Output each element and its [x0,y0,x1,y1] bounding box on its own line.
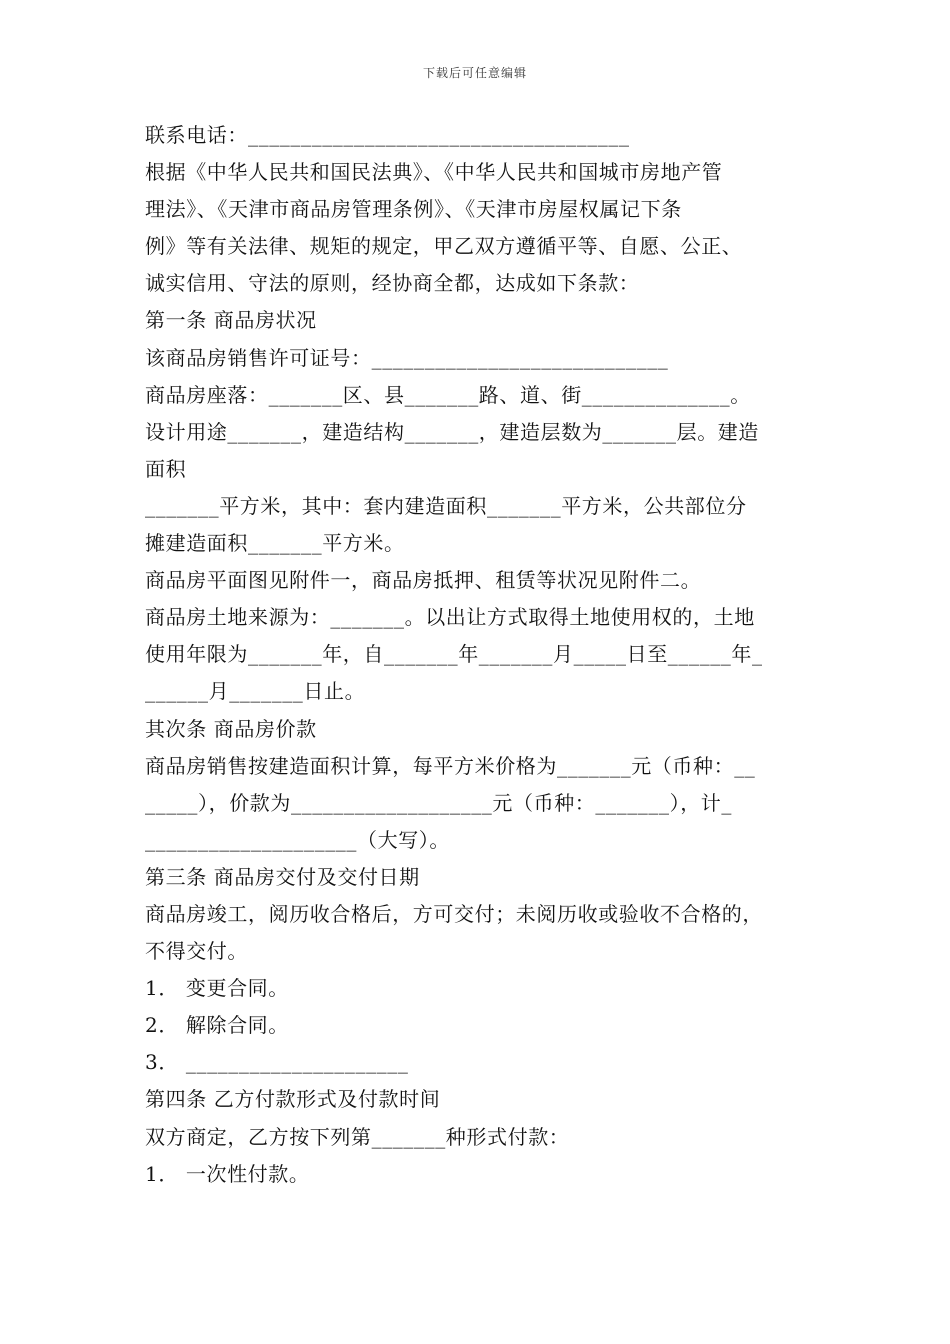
contact-phone-line: 联系电话：____________________________________ [145,123,630,147]
article-4-heading: 第四条 乙方付款形式及付款时间 [145,1087,441,1112]
price-line: ____________________（大写）。 [145,827,450,852]
permit-number-line: 该商品房销售许可证号：____________________________ [145,345,669,370]
download-note-header: 下载后可任意编辑 [422,66,527,80]
property-location-line: 商品房座落：_______区、县_______路、道、街______________。 [145,382,751,407]
preamble-line: 例》等有关法律、规矩的规定，甲乙双方遵循平等、自愿、公正、 [145,234,743,259]
land-term-line: 使用年限为_______年，自_______年_______月_____日至______年_ [145,642,763,667]
list-item: 1． 变更合同。 [145,976,289,1001]
property-design-line: 面积 [145,456,187,481]
property-area-line: _______平方米，其中：套内建造面积_______平方米，公共部位分 [145,493,747,518]
list-item: 3． _____________________ [145,1050,409,1075]
price-line: 商品房销售按建造面积计算，每平方米价格为_______元（币种：__ [145,753,756,778]
land-source-line: 商品房土地来源为：_______。以出让方式取得土地使用权的，土地 [145,605,755,630]
list-item: 2． 解除合同。 [145,1013,289,1038]
article-3-heading: 第三条 商品房交付及交付日期 [145,864,420,889]
delivery-condition-line: 不得交付。 [145,939,248,964]
property-design-line: 设计用途_______，建造结构_______，建造层数为_______层。建造 [145,419,759,444]
list-item: 1． 一次性付款。 [145,1161,310,1186]
attachments-line: 商品房平面图见附件一，商品房抵押、租赁等状况见附件二。 [145,568,702,593]
property-area-line: 摊建造面积_______平方米。 [145,531,405,556]
contract-body [145,117,815,1193]
article-1-heading: 第一条 商品房状况 [145,308,317,333]
delivery-condition-line: 商品房竣工，阅历收合格后，方可交付；未阅历收或验收不合格的， [145,901,763,926]
article-2-heading: 其次条 商品房价款 [145,716,317,741]
price-line: _____），价款为___________________元（币种：_______），计_ [145,790,732,815]
preamble-line: 理法》、《天津市商品房管理条例》、《天津市房屋权属记下条 [145,197,682,222]
land-term-line: ______月_______日止。 [145,679,366,704]
preamble-line: 根据《中华人民共和国民法典》、《中华人民共和国城市房地产管 [145,160,723,185]
payment-method-line: 双方商定，乙方按下列第_______种形式付款： [145,1124,570,1149]
preamble-line: 诚实信用、守法的原则，经协商全都，达成如下条款： [145,271,640,296]
